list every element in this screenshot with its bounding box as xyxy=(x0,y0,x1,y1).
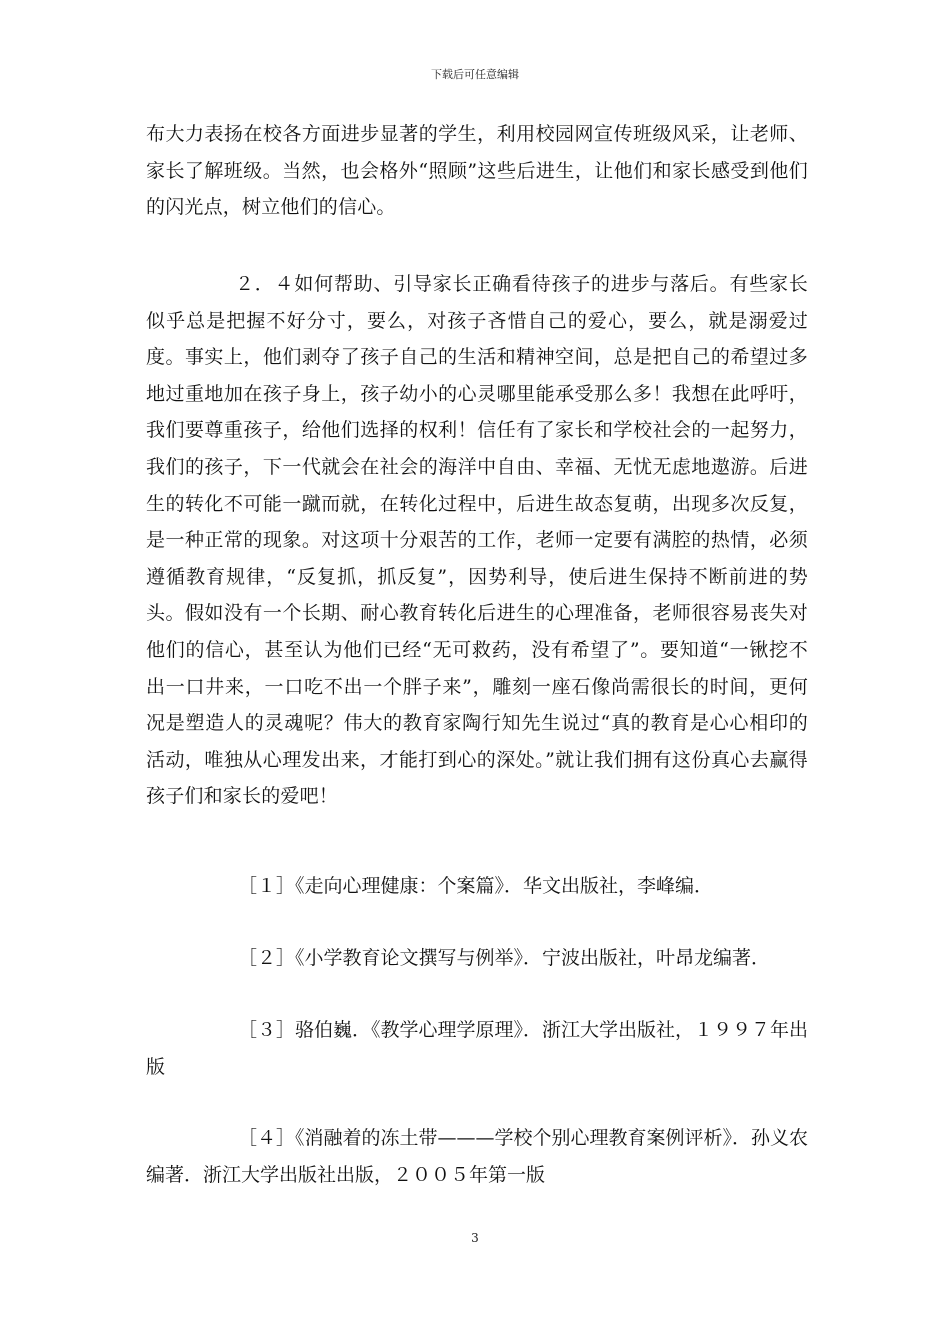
paragraph: ２．４如何帮助、引导家长正确看待孩子的进步与落后。有些家长似乎总是把握不好分寸，要么，对孩子吝惜自己的爱心，要么，就是溺爱过度。事实上，他们剥夺了孩子自己的生活和精神空间，总是把自己的希望过多地过重地加在孩子身上，孩子幼小的心灵哪里能承受那么多！我想在此呼吁，我们要尊重孩子，给他们选择的权利！信任有了家长和学校社会的一起努力，我们的孩子，下一代就会在社会的海洋中自由、幸福、无忧无虑地遨游。后进生的转化不可能一蹴而就，在转化过程中，后进生故态复萌，出现多次反复，是一种正常的现象。对这项十分艰苦的工作，老师一定要有满腔的热情，必须遵循教育规律，“反复抓，抓反复”，因势利导，使后进生保持不断前进的势头。假如没有一个长期、耐心教育转化后进生的心理准备，老师很容易丧失对他们的信心，甚至认为他们已经“无可救药，没有希望了”。要知道“一锹挖不出一口井来，一口吃不出一个胖子来”，雕刻一座石像尚需很长的时间，更何况是塑造人的灵魂呢？伟大的教育家陶行知先生说过“真的教育是心心相印的活动，唯独从心理发出来，才能打到心的深处。”就让我们拥有这份真心去赢得孩子们和家长的爱吧！ xyxy=(146,273,808,808)
page-header: 下载后可任意编辑 xyxy=(431,68,519,81)
page-number: 3 xyxy=(471,1231,479,1245)
reference-item: ［４］《消融着的冻土带———学校个别心理教育案例评析》．孙义农编著．浙江大学出版社出版，２００５年第一版 xyxy=(146,1127,809,1186)
reference-item: ［２］《小学教育论文撰写与例举》．宁波出版社，叶昂龙编著． xyxy=(238,947,771,969)
reference-item: ［３］骆伯巍．《教学心理学原理》．浙江大学出版社，１９９７年出版 xyxy=(146,1019,809,1078)
reference-item: ［１］《走向心理健康：个案篇》．华文出版社，李峰编． xyxy=(238,875,714,897)
paragraph: 布大力表扬在校各方面进步显著的学生，利用校园网宣传班级风采，让老师、家长了解班级。当然，也会格外“照顾”这些后进生，让他们和家长感受到他们的闪光点，树立他们的信心。 xyxy=(146,123,808,219)
